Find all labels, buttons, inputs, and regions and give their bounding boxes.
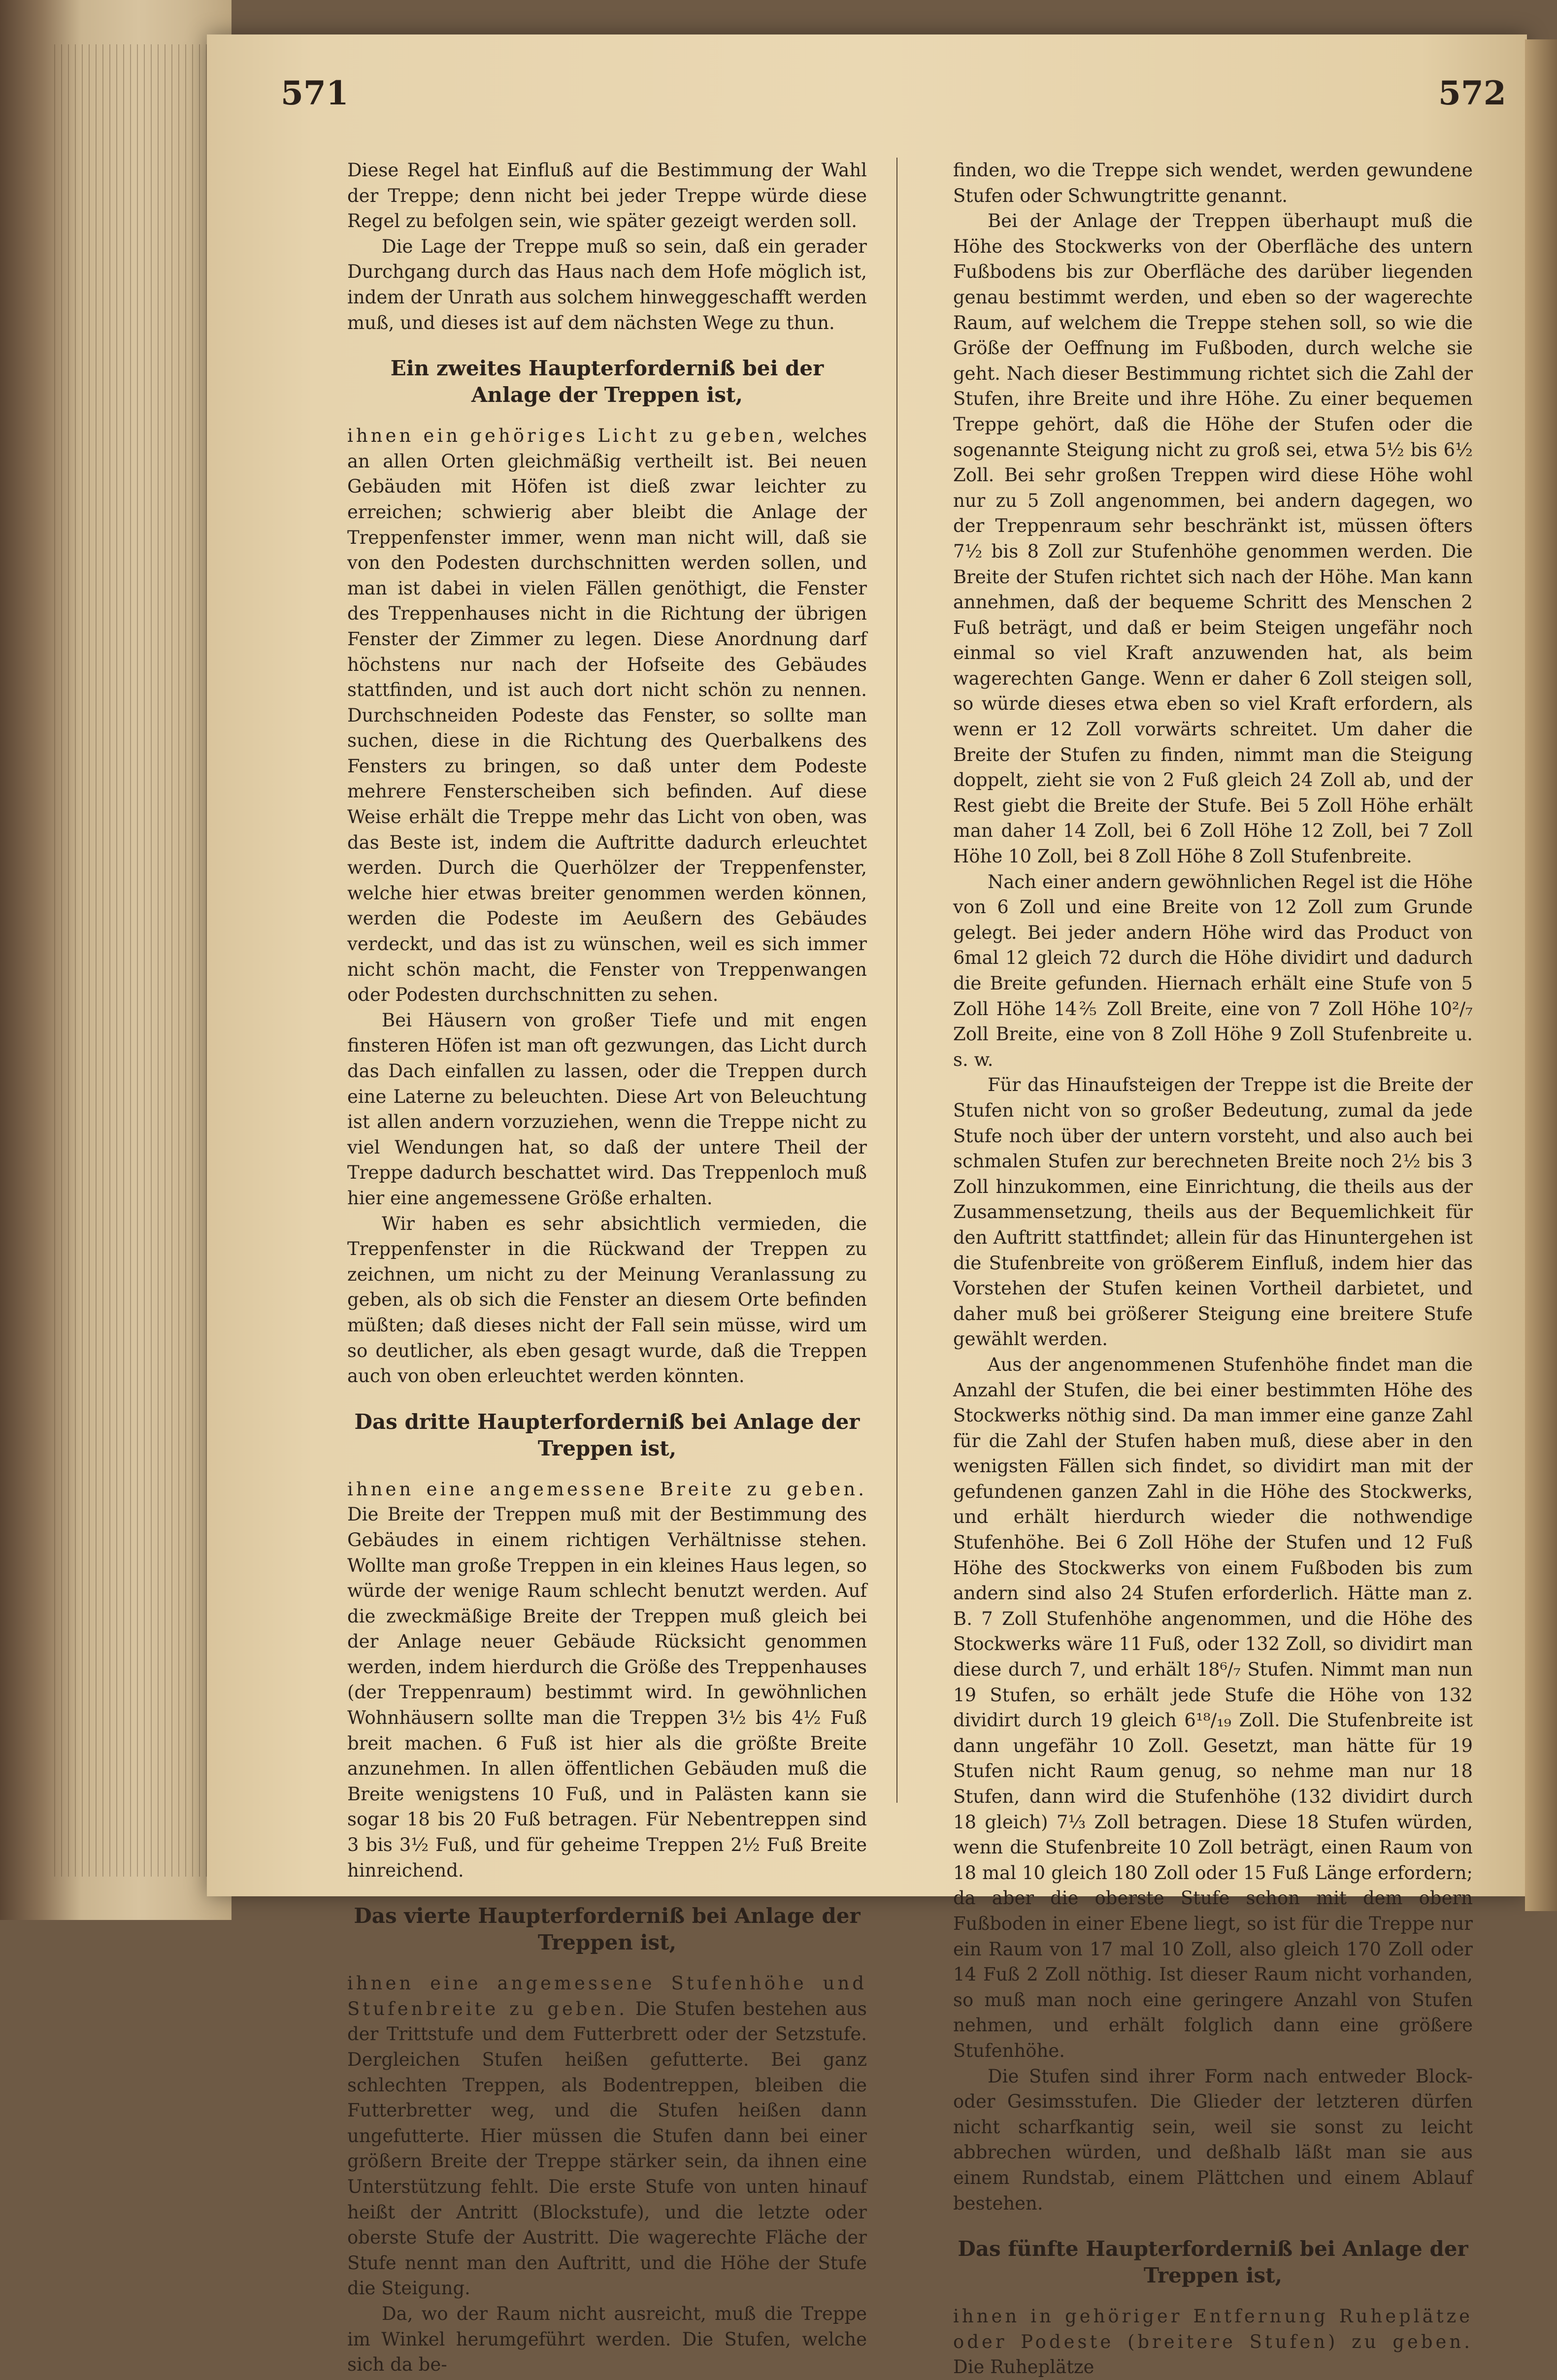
section-heading: Das vierte Haupterforderniß bei Anlage der Treppen ist, <box>354 1904 861 1955</box>
paragraph-text: Die Ruheplätze <box>953 2356 1094 2378</box>
section-heading: Das dritte Haupterforderniß bei Anlage der Treppen ist, <box>354 1409 860 1460</box>
paragraph <box>347 1008 867 1211</box>
paragraph-text: welches an allen Orten gleichmäßig vertheilt ist. Bei neuen Gebäuden mit Höfen ist dieß zwar leichter zu erreichen; schwierig aber bleibt die Anlage der Treppenfenster immer, wenn man nicht will, daß sie von den Podesten durchschnitten werden sollen, und man ist dabei in vielen Fällen genöthigt, die Fenster des Treppenhauses nicht in die Richtung der übrigen Fenster der Zimmer zu legen. Diese Anordnung darf höchstens nur nach der Hofseite des Gebäudes stattfinden, und ist auch dort nicht schön zu nennen. Durchschneiden Podeste das Fenster, so sollte man suchen, diese in die Richtung des Querbalkens des Fensters zu bringen, so daß unter dem Podeste mehrere Fensterscheiben sich befinden. Auf diese Weise erhält die Treppe mehr das Licht von oben, was das Beste ist, indem die Auftritte dadurch erleuchtet werden. Durch die Querhölzer der Treppenfenster, welche hier etwas breiter genommen werden können, werden die Podeste im Aeußern des Gebäudes verdeckt, und das ist zu wünschen, weil es sich immer nicht schön macht, die Fenster von Treppenwangen oder Podesten durchschnitten zu sehen. <box>347 425 867 1006</box>
section-heading: Das fünfte Haupterforderniß bei Anlage der Treppen ist, <box>958 2237 1468 2288</box>
paragraph <box>953 1352 1473 2064</box>
paragraph-text: Aus der angenommenen Stufenhöhe findet man die Anzahl der Stufen, die bei einer bestimmten Höhe des Stockwerks nöthig sind. Da man immer eine ganze Zahl für die Zahl der Stufen haben muß, diese aber in den wenigsten Fällen sich findet, so dividirt man mit der gefundenen ganzen Zahl in die Höhe des Stockwerks, und erhält hierdurch wieder die nothwendige Stufenhöhe. Bei 6 Zoll Höhe der Stufen und 12 Fuß Höhe des Stockwerks von einem Fußboden bis zum andern sind also 24 Stufen erforderlich. Hätte man z. B. 7 Zoll Stufenhöhe angenommen, und die Höhe des Stockwerks wäre 11 Fuß, oder 132 Zoll, so dividirt man diese durch 7, und erhält 18⁶/₇ Stufen. Nimmt man nun 19 Stufen, so erhält jede Stufe die Höhe von 132 dividirt durch 19 gleich 6¹⁸/₁₉ Zoll. Die Stufenbreite ist dann ungefähr 10 Zoll. Gesetzt, man hätte für 19 Stufen nicht Raum genug, so nehme man nur 18 Stufen, dann wird die Stufenhöhe (132 dividirt durch 18 gleich) 7⅓ Zoll betragen. Diese 18 Stufen würden, wenn die Stufenbreite 10 Zoll beträgt, einen Raum von 18 mal 10 gleich 180 Zoll oder 15 Fuß Länge erfordern; da aber die oberste Stufe schon mit dem obern Fußboden in einer Ebene liegt, so ist für die Treppe nur ein Raum von 17 mal 10 Zoll, also gleich 170 Zoll oder 14 Fuß 2 Zoll nöthig. Ist dieser Raum nicht vorhanden, so muß man noch eine geringere Anzahl von Stufen nehmen, und erhält folglich dann eine größere Stufenhöhe. <box>953 1354 1473 2061</box>
page-number-left: 571 <box>281 74 349 112</box>
paragraph-text: Für das Hinaufsteigen der Treppe ist die Breite der Stufen nicht von so großer Bedeutung, zumal da jede Stufe noch über der untern vorsteht, und also auch bei schmalen Stufen zur berechneten Breite noch 2½ bis 3 Zoll hinzukommen, eine Einrichtung, die theils aus der Zusammensetzung, theils aus der Bequemlichkeit für den Auftritt stattfindet; allein für das Hinuntergehen ist die Stufenbreite von größerem Einfluß, indem hier das Vorstehen der Stufen keinen Vortheil darbietet, und daher muß bei größerer Steigung eine breitere Stufe gewählt werden. <box>953 1074 1473 1350</box>
paragraph-text: Die Stufen bestehen aus der Trittstufe und dem Futterbrett oder der Setzstufe. Dergleichen Stufen heißen gefutterte. Bei ganz schlechten Treppen, als Bodentreppen, bleiben die Futterbretter weg, und die Stufen heißen dann ungefutterte. Hier müssen die Stufen dann bei einer größern Breite der Treppe stärker sein, da ihnen eine Unterstützung fehlt. Die erste Stufe von unten hinauf heißt der Antritt (Blockstufe), und die letzte oder oberste Stufe der Austritt. Die wagerechte Fläche der Stufe nennt man den Auftritt, und die Höhe der Stufe die Steigung. <box>347 1998 867 2299</box>
paragraph-text: Die Stufen sind ihrer Form nach entweder Block- oder Gesimsstufen. Die Glieder der letzteren dürfen nicht scharfkantig sein, weil sie sonst zu leicht abbrechen würden, und deßhalb läßt man sie aus einem Rundstab, einem Plättchen und einem Ablauf bestehen. <box>953 2065 1473 2214</box>
paragraph-text: Die Lage der Treppe muß so sein, daß ein gerader Durchgang durch das Haus nach dem Hofe möglich ist, indem der Unrath aus solchem hinweggeschafft werden muß, und dieses ist auf dem nächsten Wege zu thun. <box>347 235 867 333</box>
paragraph-text: Nach einer andern gewöhnlichen Regel ist die Höhe von 6 Zoll und eine Breite von 12 Zoll zum Grunde gelegt. Bei jeder andern Höhe wird das Product von 6mal 12 gleich 72 durch die Höhe dividirt und dadurch die Breite gefunden. Hiernach erhält eine Stufe von 5 Zoll Höhe 14⅖ Zoll Breite, eine von 7 Zoll Höhe 10²/₇ Zoll Breite, eine von 8 Zoll Höhe 9 Zoll Stufenbreite u. s. w. <box>953 871 1473 1070</box>
paragraph <box>953 208 1473 869</box>
paragraph-text: Da, wo der Raum nicht ausreicht, muß die Treppe im Winkel herumgeführt werden. Die Stufen, welche sich da be- <box>347 2303 867 2376</box>
paragraph <box>347 423 867 1008</box>
paragraph <box>953 2304 1473 2380</box>
book-page-edges <box>0 0 232 1920</box>
paragraph <box>953 1072 1473 1352</box>
paragraph <box>347 234 867 335</box>
text-column-right <box>953 158 1473 2380</box>
paragraph-text: Diese Regel hat Einfluß auf die Bestimmung der Wahl der Treppe; denn nicht bei jeder Treppe würde diese Regel zu befolgen sein, wie später gezeigt werden soll. <box>347 160 867 232</box>
paragraph-text: finden, wo die Treppe sich wendet, werden gewundene Stufen oder Schwungtritte genannt. <box>953 160 1473 206</box>
paragraph <box>347 1971 867 2301</box>
paragraph <box>347 1211 867 1389</box>
text-column-left <box>347 158 867 2378</box>
paragraph <box>347 2301 867 2378</box>
section-heading: Ein zweites Haupterforderniß bei der Anlage der Treppen ist, <box>390 356 824 407</box>
paragraph-text: Wir haben es sehr absichtlich vermieden, die Treppenfenster in die Rückwand der Treppen zu zeichnen, um nicht zu der Meinung Veranlassung zu geben, als ob sich die Fenster an diesem Orte befinden müßten; daß dieses nicht der Fall sein müsse, wird um so deutlicher, als eben gesagt wurde, daß die Treppen auch von oben erleuchtet werden könnten. <box>347 1213 867 1387</box>
right-page-edge <box>1525 39 1557 1911</box>
paragraph <box>953 158 1473 208</box>
paragraph-text: Die Breite der Treppen muß mit der Bestimmung des Gebäudes in einem richtigen Verhältnisse stehen. Wollte man große Treppen in ein kleines Haus legen, so würde der wenige Raum schlecht benutzt werden. Auf die zweckmäßige Breite der Treppen muß gleich bei der Anlage neuer Gebäude Rücksicht genommen werden, indem hierdurch die Größe des Treppenhauses (der Treppenraum) bestimmt wird. In gewöhnlichen Wohnhäusern sollte man die Treppen 3½ bis 4½ Fuß breit machen. 6 Fuß ist hier als die größte Breite anzunehmen. In allen öffentlichen Gebäuden muß die Breite wenigstens 10 Fuß, und in Palästen kann sie sogar 18 bis 20 Fuß betragen. Für Nebentreppen sind 3 bis 3½ Fuß, und für geheime Treppen 2½ Fuß Breite hinreichend. <box>347 1504 867 1881</box>
spaced-lead-phrase: ihnen eine angemessene Stufenhöhe und Stufenbreite zu geben. <box>347 1973 867 2019</box>
paragraph <box>347 158 867 234</box>
spaced-lead-phrase: ihnen ein gehöriges Licht zu geben, <box>347 425 786 447</box>
paragraph <box>347 1477 867 1884</box>
page-number-right: 572 <box>1438 74 1506 112</box>
paragraph-text: Bei Häusern von großer Tiefe und mit engen finsteren Höfen ist man oft gezwungen, das Licht durch das Dach einfallen zu lassen, oder die Treppen durch eine Laterne zu beleuchten. Diese Art von Beleuchtung ist allen andern vorzuziehen, wenn die Treppe nicht zu viel Wendungen hat, so daß der untere Theil der Treppe dadurch beschattet wird. Das Treppenloch muß hier eine angemessene Größe erhalten. <box>347 1009 867 1209</box>
spaced-lead-phrase: ihnen eine angemessene Breite zu geben. <box>347 1478 867 1500</box>
paragraph <box>953 869 1473 1073</box>
paragraph-text: Bei der Anlage der Treppen überhaupt muß die Höhe des Stockwerks von der Oberfläche des untern Fußbodens bis zur Oberfläche des darüber liegenden genau bestimmt werden, und eben so der wagerechte Raum, auf welchem die Treppe stehen soll, so wie die Größe der Oeffnung im Fußboden, durch welche sie geht. Nach dieser Bestimmung richtet sich die Zahl der Stufen, ihre Breite und ihre Höhe. Zu einer bequemen Treppe gehört, daß die Höhe der Stufen oder die sogenannte Steigung nicht zu groß sei, etwa 5½ bis 6½ Zoll. Bei sehr großen Treppen wird diese Höhe wohl nur zu 5 Zoll angenommen, bei andern dagegen, wo der Treppenraum sehr beschränkt ist, müssen öfters 7½ bis 8 Zoll zur Stufenhöhe genommen werden. Die Breite der Stufen richtet sich nach der Höhe. Man kann annehmen, daß der bequeme Schritt des Menschen 2 Fuß beträgt, und daß er beim Steigen ungefähr noch einmal so viel Kraft anzuwenden hat, als beim wagerechten Gange. Wenn er daher 6 Zoll steigen soll, so würde dieses etwa eben so viel Kraft erfordern, als wenn er 12 Zoll vorwärts schreitet. Um daher die Breite der Stufen zu finden, nimmt man die Steigung doppelt, zieht sie von 2 Fuß gleich 24 Zoll ab, und der Rest giebt die Breite der Stufe. Bei 5 Zoll Höhe erhält man daher 14 Zoll, bei 6 Zoll Höhe 12 Zoll, bei 7 Zoll Höhe 10 Zoll, bei 8 Zoll Höhe 8 Zoll Stufenbreite. <box>953 210 1473 867</box>
spaced-lead-phrase: ihnen in gehöriger Entfernung Ruheplätze oder Podeste (breitere Stufen) zu geben. <box>953 2306 1473 2352</box>
paragraph <box>953 2064 1473 2216</box>
column-divider <box>896 158 897 1803</box>
